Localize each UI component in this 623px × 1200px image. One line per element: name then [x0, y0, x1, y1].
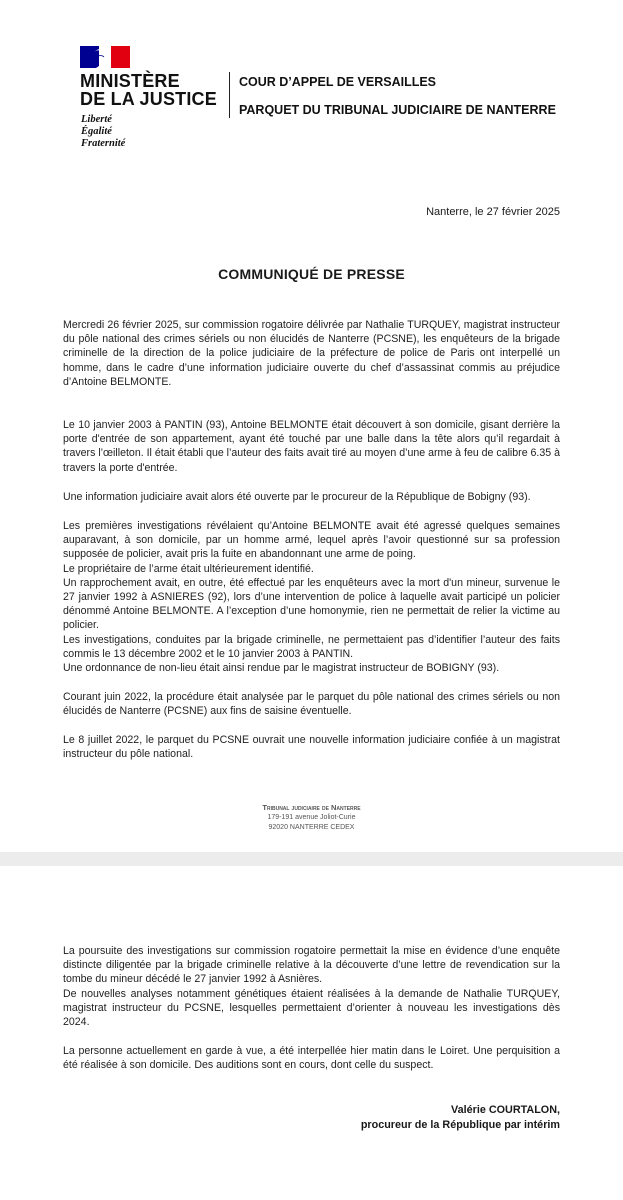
page2-paragraph-2	[63, 1044, 560, 1072]
paragraph-text: Les premières investigations révélaient qu’Antoine BELMONTE avait été agressé quelques semaines auparavant, à son domicile, par un homme armé, lequel après l’avoir questionné sur sa profession supposée de policier, avait pris la fuite en abandonnant une arme de poing.	[63, 520, 560, 561]
paragraph-text: Mercredi 26 février 2025, sur commission rogatoire délivrée par Nathalie TURQUEY, magistrat instructeur du pôle national des crimes sériels ou non élucidés de Nanterre (PCSNE), les enquêteurs de la brigade criminelle de la direction de la police judiciaire de la préfecture de police de Paris ont interpellé un homme, dans le cadre d’une information judiciaire ouverte du chef d’assassinat commis au préjudice d’Antoine BELMONTE.	[63, 319, 560, 388]
republic-motto	[81, 114, 125, 150]
page2-paragraph-1	[63, 944, 560, 1029]
footer-address-line-2: 92020 NANTERRE CEDEX	[268, 824, 355, 831]
page1-paragraph-1	[63, 318, 560, 389]
court-of-appeal: COUR D’APPEL DE VERSAILLES	[239, 75, 437, 89]
motto-egalite: Égalité	[81, 126, 112, 137]
document-title: COMMUNIQUÉ DE PRESSE	[218, 266, 405, 282]
republique-flag-logo-icon	[80, 46, 130, 68]
paragraph-text: Le propriétaire de l’arme était ultérieurement identifié.	[63, 562, 314, 575]
paragraph-text: Courant juin 2022, la procédure était analysée par le parquet du pôle national des crimes sériels ou non élucidés de Nanterre (PCSNE) aux fins de saisine éventuelle.	[63, 691, 560, 718]
motto-liberte: Liberté	[81, 114, 112, 125]
ministry-name	[80, 72, 217, 108]
paragraph-text: La poursuite des investigations sur commission rogatoire permettait la mise en évidence d’une enquête distincte diligentée par la brigade criminelle relative à la découverte d’une lettre de revendication sur la tombe du mineur décédé le 27 janvier 1992 à Asnières.	[63, 945, 560, 986]
header-divider	[229, 72, 230, 118]
motto-fraternite: Fraternité	[81, 138, 126, 149]
footer-court-name: Tribunal judiciaire de Nanterre	[262, 803, 361, 812]
ministry-line-2: DE LA JUSTICE	[80, 89, 217, 109]
paragraph-text: De nouvelles analyses notamment génétiques étaient réalisées à la demande de Nathalie TURQUEY, magistrat instructeur du PCSNE, lesquelles permettaient d’orienter à nouveau les investigations dès 2024.	[63, 987, 560, 1029]
paragraph-text: Les investigations, conduites par la brigade criminelle, ne permettaient pas d’identifier l’auteur des faits commis le 13 décembre 2002 et le 10 janvier 2003 à PANTIN.	[63, 633, 560, 660]
prosecutor-office: PARQUET DU TRIBUNAL JUDICIAIRE DE NANTERRE	[239, 103, 556, 117]
page1-paragraph-5	[63, 690, 560, 718]
page1-paragraph-4	[63, 519, 560, 675]
signatory-name: Valérie COURTALON,	[451, 1104, 560, 1116]
page-footer	[0, 803, 623, 833]
footer-address-line-1: 179-191 avenue Joliot-Curie	[267, 814, 356, 821]
page1-paragraph-3	[63, 490, 560, 504]
document-date: Nanterre, le 27 février 2025	[426, 206, 560, 218]
paragraph-text: Une information judiciaire avait alors été ouverte par le procureur de la République de Bobigny (93).	[63, 491, 531, 503]
paragraph-text: Le 10 janvier 2003 à PANTIN (93), Antoine BELMONTE était découvert à son domicile, gisant derrière la porte d'entrée de son appartement, ayant été touché par une balle dans la tête alors qu’il regardait à travers l’œilleton. Il était établi que l’auteur des faits avait tiré au moyen d’une arme à feu de calibre 6.35 à travers la porte d'entrée.	[63, 419, 560, 474]
paragraph-text: La personne actuellement en garde à vue, a été interpellée hier matin dans le Loiret. Une perquisition a été réalisée à son domicile. Des auditions sont en cours, dont celle du suspect.	[63, 1045, 560, 1072]
paragraph-text: Le 8 juillet 2022, le parquet du PCSNE ouvrait une nouvelle information judiciaire confiée à un magistrat instructeur du pôle national.	[63, 734, 560, 761]
ministry-line-1: MINISTÈRE	[80, 71, 180, 91]
paragraph-text: Un rapprochement avait, en outre, été effectué par les enquêteurs avec la mort d'un mineur, survenue le 27 janvier 1992 à ASNIERES (92), lors d’une intervention de police à laquelle avait participé un policier dénommé Antoine BELMONTE. A l’exception d’une homonymie, rien ne permettait de relier la victime au policier.	[63, 576, 560, 632]
signature-block	[361, 1103, 560, 1133]
page1-paragraph-6	[63, 733, 560, 761]
page1-paragraph-2	[63, 418, 560, 475]
document-page-2	[0, 866, 623, 1200]
paragraph-text: Une ordonnance de non-lieu était ainsi rendue par le magistrat instructeur de BOBIGNY (93).	[63, 662, 500, 675]
signatory-role: procureur de la République par intérim	[360, 1119, 560, 1131]
